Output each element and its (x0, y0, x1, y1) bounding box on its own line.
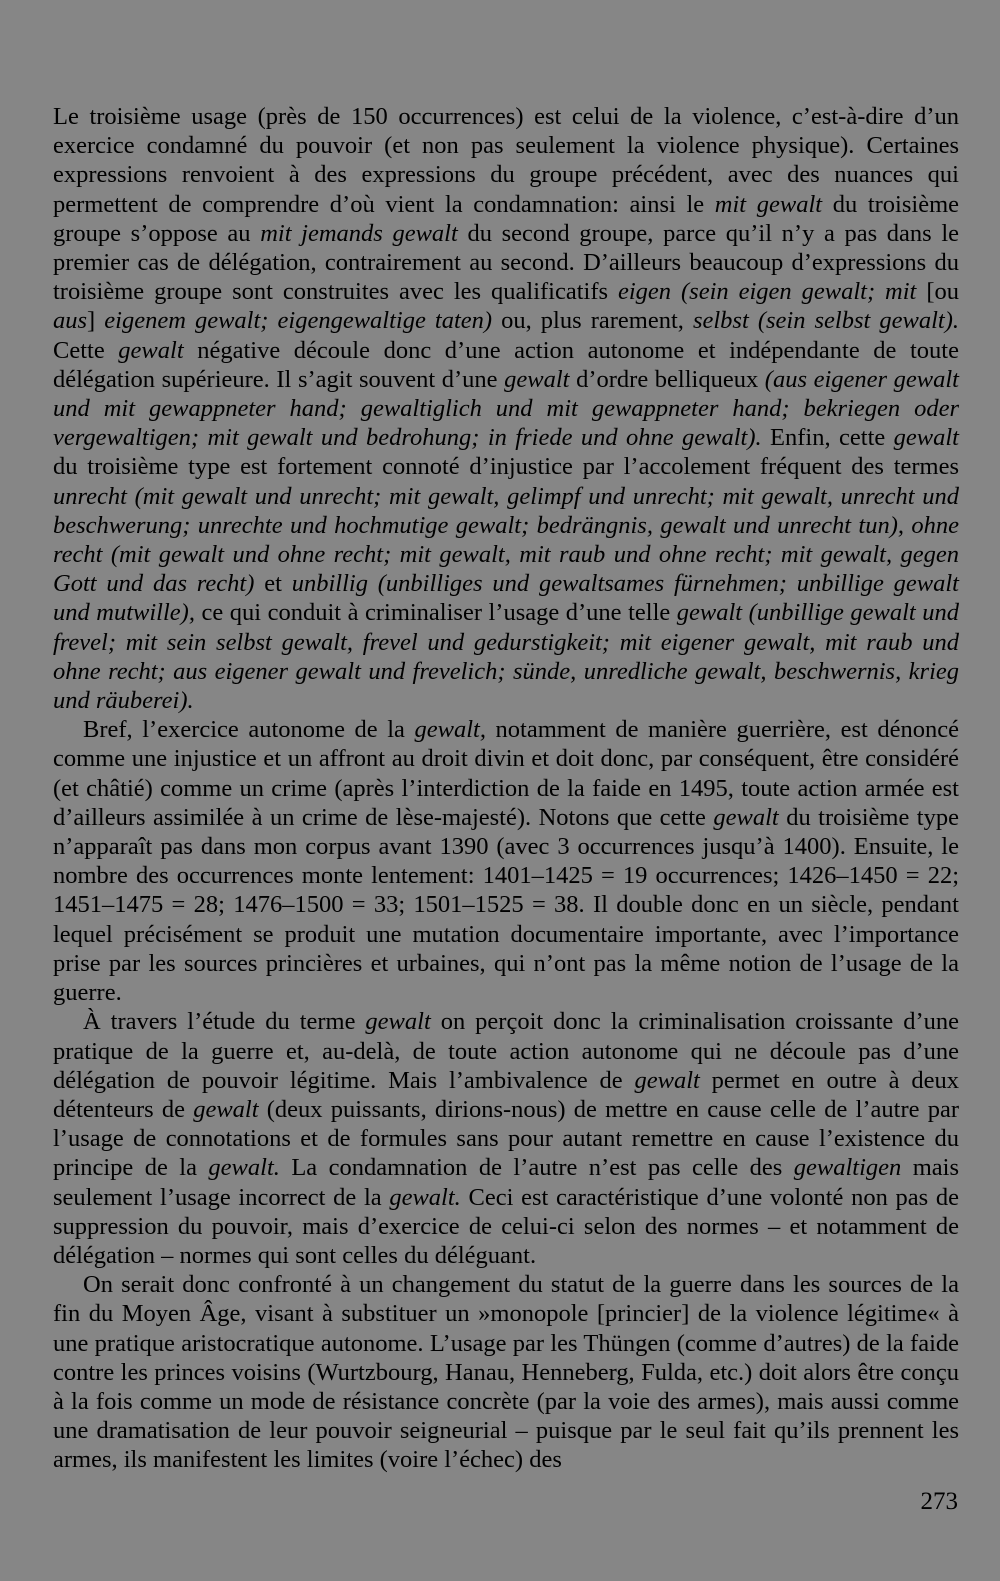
text-run: du troisième type n’apparaît pas dans mon corpus avant 1390 (avec 3 occurrences jusqu’à 1400). Ensuite, le nombre des occurrences monte lentement: 1401–1425 = 19 occurrences; 1426–1450 = 22; 1451–1475 = 28; 1476–1500 = 33; 1501–1525 = 38. Il double donc en un siècle, pendant lequel précisément se produit une mutation documentaire importante, avec l’importance prise par les sources princières et urbaines, qui n’ont pas la même notion de l’usage de la guerre. (53, 803, 959, 1007)
italic-term: gewaltigen (793, 1154, 902, 1182)
paragraph-4 (53, 1270, 959, 1474)
text-run: Cette (53, 336, 119, 364)
italic-term: gewalt (193, 1095, 259, 1123)
text-run: On serait donc confronté à un changement du statut de la guerre dans les sources de la fin du Moyen Âge, visant à substituer un »monopole [princier] de la violence légitime« à une pratique aristocratique autonome. L’usage par les Thüngen (comme d’autres) de la faide contre les princes voisins (Wurtzbourg, Hanau, Henneberg, Fulda, etc.) doit alors être conçu à la fois comme un mode de résistance concrète (par la voie des armes), mais aussi comme une dramatisation de leur pouvoir seigneurial – puisque par le seul fait qu’ils prennent les armes, ils manifestent les limites (voire l’échec) des (53, 1271, 959, 1474)
italic-term: gewalt (504, 365, 570, 393)
text-run: et (254, 570, 292, 598)
text-run: on perçoit donc la criminalisation croissante d’une pratique de la guerre et, au-delà, de toute action autonome qui ne découle pas d’une délégation de pouvoir légitime. Mais l’ambivalence de (53, 1008, 959, 1094)
italic-term: gewalt. (208, 1154, 280, 1182)
paragraph-3 (53, 1007, 959, 1270)
body-text (53, 102, 959, 1475)
text-run: permet en outre à deux détenteurs de (53, 1066, 959, 1123)
italic-term: eigenem gewalt; eigengewaltige taten) (104, 307, 493, 335)
text-run: (deux puissants, dirions-nous) de mettre en cause celle de l’autre par l’usage de connotations et de formules sans pour autant remettre en cause l’existence du principe de la (53, 1095, 959, 1182)
text-run: Bref, l’exercice autonome de la (83, 716, 415, 744)
italic-term: gewalt (713, 803, 779, 831)
text-run: du second groupe, parce qu’il n’y a pas dans le premier cas de délégation, contrairement au second. D’ailleurs beaucoup d’expressions du troisième groupe sont construites avec les qualificatifs (53, 219, 960, 306)
text-run: mais seulement l’usage incorrect de la (53, 1154, 959, 1211)
text-run: Ceci est caractéristique d’une volonté non pas de suppression du pouvoir, mais d’exercice de celui-ci selon des normes – et notamment de délégation – normes qui sont celles du déléguant. (53, 1183, 959, 1269)
paragraph-2 (53, 715, 959, 1007)
text-run: La condamnation de l’autre n’est pas celle des (279, 1154, 794, 1182)
italic-term: mit gewalt (714, 190, 823, 218)
italic-term: gewalt (634, 1066, 700, 1094)
text-run: du troisième type est fortement connoté d’injustice par l’accolement fréquent des termes (53, 453, 959, 481)
paragraph-1 (53, 102, 959, 715)
italic-term: selbst (sein selbst gewalt). (692, 307, 959, 335)
text-run: négative découle donc d’une action autonome et indépendante de toute délégation supérieure. Il s’agit souvent d’une (53, 336, 959, 393)
italic-term: (aus eigener gewalt und mit gewappneter hand; gewaltiglich und mit gewappneter hand; bekriegen oder vergewaltigen; mit gewalt und bedrohung; in friede und ohne gewalt). (53, 365, 959, 452)
page-number: 273 (920, 1488, 958, 1515)
text-run: Enfin, cette (761, 424, 894, 452)
text-run: [ou (916, 278, 959, 306)
italic-term: gewalt. (389, 1183, 461, 1211)
text-run: Le troisième usage (près de 150 occurrences) est celui de la violence, c’est-à-dire d’un exercice condamné du pouvoir (et non pas seulement la violence physique). Certaines expressions renvoient à des expressions du groupe précédent, avec des nuances qui permettent de comprendre d’où vient la condamnation: ainsi le (53, 103, 959, 218)
text-run: ] (87, 307, 105, 335)
italic-term: gewalt (365, 1008, 431, 1036)
text-run: ou, plus rarement, (492, 307, 693, 335)
text-run: notamment de manière guerrière, est dénoncé comme une injustice et un affront au droit divin et doit donc, par conséquent, être considéré (et châtié) comme un crime (après l’interdiction de la faide en 1495, toute action armée est d’ailleurs assimilée à un crime de lèse-majesté). Notons que cette (53, 716, 959, 831)
italic-term: gewalt (893, 424, 959, 452)
text-run: ce qui conduit à criminaliser l’usage d’une telle (194, 599, 677, 627)
italic-term: aus (53, 307, 88, 335)
italic-term: eigen (sein eigen gewalt; mit (618, 278, 917, 306)
text-run: À travers l’étude du terme (83, 1008, 366, 1036)
italic-term: gewalt (118, 336, 184, 364)
italic-term: gewalt, (414, 716, 486, 744)
italic-term: gewalt (unbillige gewalt und frevel; mit sein selbst gewalt, frevel und gedurstigkeit; mit eigener gewalt, mit raub und ohne recht; aus eigener gewalt und frevelich; sünde, unredliche gewalt, beschwernis, krieg und räuberei). (53, 599, 959, 715)
italic-term: mit jemands gewalt (260, 219, 458, 247)
text-run: d’ordre belliqueux (569, 365, 765, 393)
italic-term: unrecht (mit gewalt und unrecht; mit gewalt, gelimpf und unrecht; mit gewalt, unrecht und beschwerung; unrechte und hochmutige gewalt; bedrängnis, gewalt und unrecht tun), ohne recht (mit gewalt und ohne recht; mit gewalt, mit raub und ohne recht; mit gewalt, gegen Gott und das recht) (53, 482, 959, 598)
italic-term: unbillig (unbilliges und gewaltsames fürnehmen; unbillige gewalt und mutwille), (53, 570, 959, 627)
text-run: du troisième groupe s’oppose au (53, 190, 960, 247)
